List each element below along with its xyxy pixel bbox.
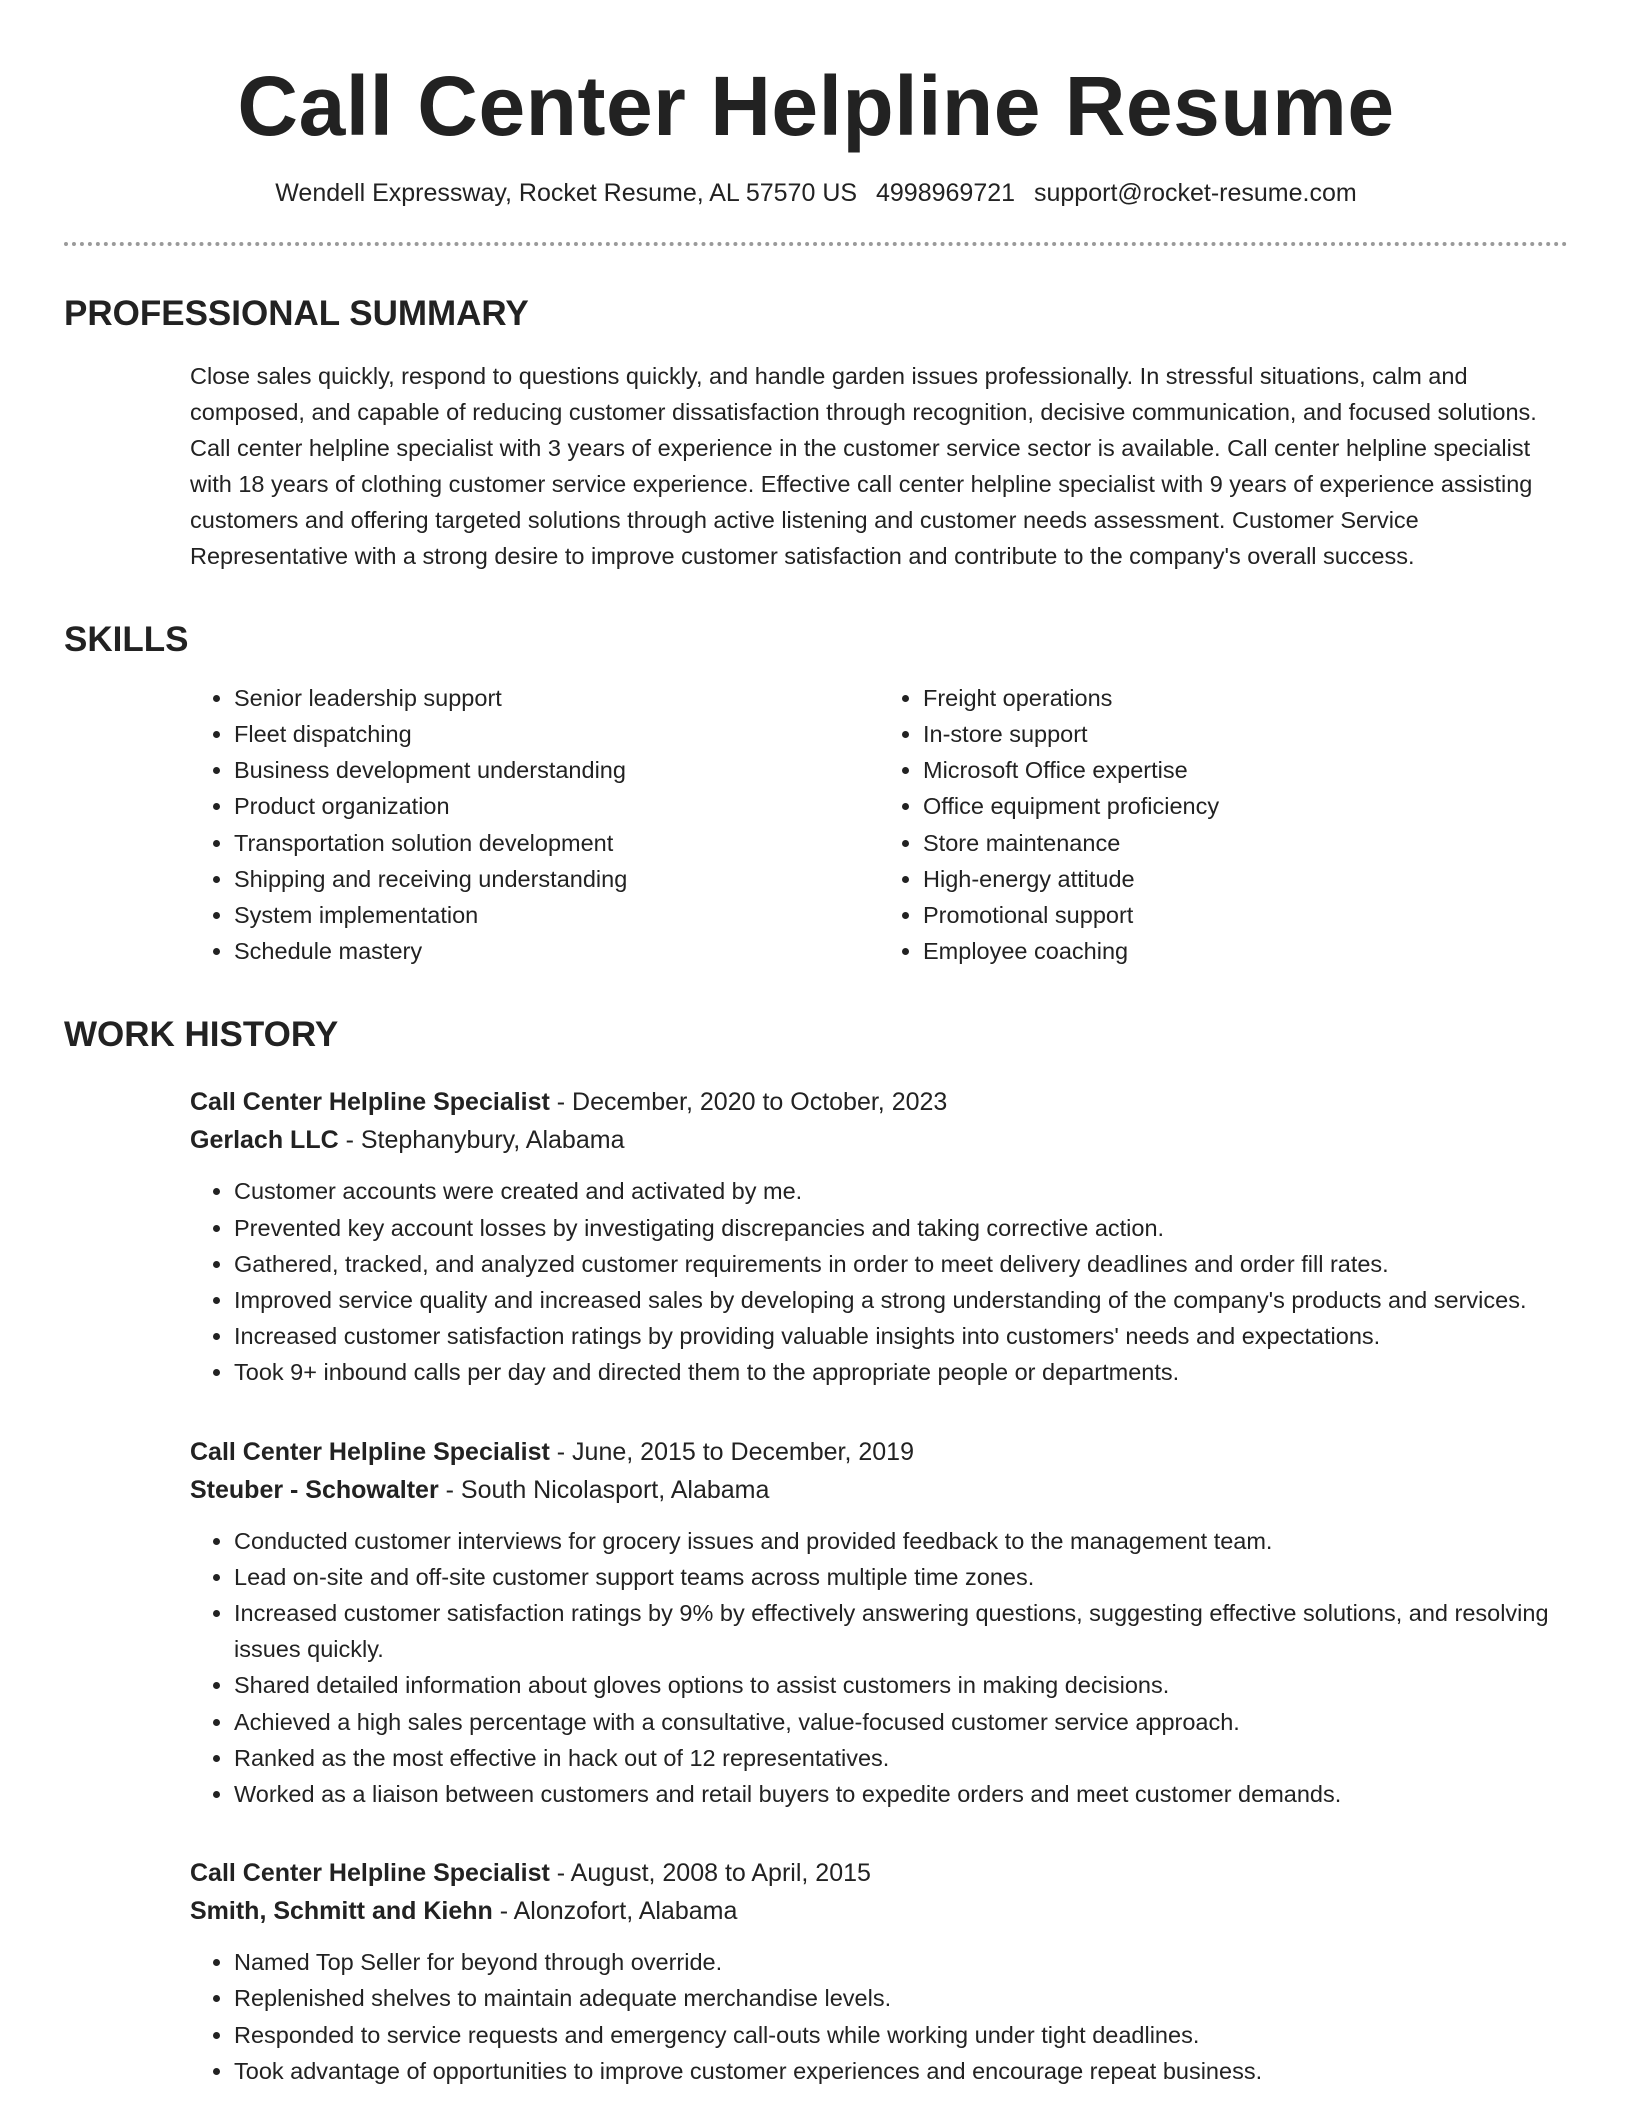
job-bullet: • Lead on-site and off-site customer support teams across multiple time zones.: [234, 1559, 1568, 1595]
job-dates: - August, 2008 to April, 2015: [549, 1859, 871, 1888]
job-company: Gerlach LLC: [190, 1126, 339, 1155]
skills-list: [64, 680, 1568, 970]
job-company: Steuber - Schowalter: [190, 1475, 439, 1504]
job-title: Call Center Helpline Specialist: [190, 1088, 550, 1117]
skill-item: • System implementation: [234, 897, 879, 933]
job-title-line: [190, 1083, 1568, 1121]
job-bullet: • Named Top Seller for beyond through override.: [234, 1944, 1568, 1980]
job-bullet: • Conducted customer interviews for grocery issues and provided feedback to the management team.: [234, 1523, 1568, 1559]
job-company-line: [190, 1121, 1568, 1159]
job-bullet: • Took 9+ inbound calls per day and directed them to the appropriate people or departments.: [234, 1354, 1568, 1390]
job-bullet: • Improved service quality and increased sales by developing a strong understanding of the company's products and services.: [234, 1282, 1568, 1318]
job-title-line: [190, 1433, 1568, 1471]
skill-item: • Promotional support: [923, 897, 1568, 933]
job-bullet: • Increased customer satisfaction ratings by 9% by effectively answering questions, suggesting effective solutions, and resolving issues quickly.: [234, 1595, 1568, 1667]
job-entry: [64, 1433, 1568, 1813]
job-bullet: • Took advantage of opportunities to improve customer experiences and encourage repeat business.: [234, 2053, 1568, 2089]
job-bullet: • Responded to service requests and emergency call-outs while working under tight deadlines.: [234, 2017, 1568, 2053]
summary-text: Close sales quickly, respond to questions quickly, and handle garden issues professionally. In stressful situations, calm and composed, and capable of reducing customer dissatisfaction through recognition, decisive communication, and focused solutions. Call center helpline specialist with 3 years of experience in the customer service sector is available. Call center helpline specialist with 18 years of clothing customer service experience. Effective call center helpline specialist with 9 years of experience assisting customers and offering targeted solutions through active listening and customer needs assessment. Customer Service Representative with a strong desire to improve customer satisfaction and contribute to the company's overall success.: [190, 362, 1537, 569]
job-bullet: • Prevented key account losses by investigating discrepancies and taking corrective action.: [234, 1210, 1568, 1246]
contact-email: support@rocket-resume.com: [1034, 178, 1357, 207]
job-bullets: [190, 1523, 1568, 1813]
skill-item: • Microsoft Office expertise: [923, 752, 1568, 788]
skill-item: • Employee coaching: [923, 933, 1568, 969]
job-dates: - December, 2020 to October, 2023: [549, 1088, 948, 1117]
skill-item: • Fleet dispatching: [234, 716, 879, 752]
job-bullet: • Achieved a high sales percentage with a consultative, value-focused customer service approach.: [234, 1704, 1568, 1740]
skill-item: • High-energy attitude: [923, 861, 1568, 897]
header-divider: [64, 242, 1568, 246]
skill-item: • Transportation solution development: [234, 825, 879, 861]
skill-item: • Senior leadership support: [234, 680, 879, 716]
contact-phone: 4998969721: [876, 178, 1016, 207]
job-bullet: • Shared detailed information about gloves options to assist customers in making decisions.: [234, 1667, 1568, 1703]
job-entry: [64, 1083, 1568, 1390]
job-bullet: • Customer accounts were created and activated by me.: [234, 1173, 1568, 1209]
job-title: Call Center Helpline Specialist: [190, 1859, 550, 1888]
job-location: - South Nicolasport, Alabama: [438, 1475, 770, 1504]
job-bullet: • Increased customer satisfaction ratings by providing valuable insights into customers' needs and expectations.: [234, 1318, 1568, 1354]
skills-column-left: [190, 680, 879, 970]
contact-address: Wendell Expressway, Rocket Resume, AL 57570 US: [275, 178, 858, 207]
work-history-heading: WORK HISTORY: [64, 1015, 339, 1055]
skill-item: • Store maintenance: [923, 825, 1568, 861]
job-location: - Alonzofort, Alabama: [492, 1897, 738, 1926]
job-title-line: [190, 1854, 1568, 1892]
job-bullets: [190, 1173, 1568, 1390]
contact-info: [64, 179, 1568, 208]
job-title: Call Center Helpline Specialist: [190, 1437, 550, 1466]
job-bullet: • Replenished shelves to maintain adequate merchandise levels.: [234, 1980, 1568, 2016]
skill-item: • Office equipment proficiency: [923, 788, 1568, 824]
skill-item: • Freight operations: [923, 680, 1568, 716]
resume-title: Call Center Helpline Resume: [237, 59, 1395, 153]
job-bullet: • Gathered, tracked, and analyzed customer requirements in order to meet delivery deadlines and order fill rates.: [234, 1246, 1568, 1282]
job-bullet: • Ranked as the most effective in hack out of 12 representatives.: [234, 1740, 1568, 1776]
job-location: - Stephanybury, Alabama: [338, 1126, 625, 1155]
job-dates: - June, 2015 to December, 2019: [549, 1437, 914, 1466]
skill-item: • Business development understanding: [234, 752, 879, 788]
job-company-line: [190, 1892, 1568, 1930]
job-entry: [64, 1854, 1568, 2089]
job-company: Smith, Schmitt and Kiehn: [190, 1897, 493, 1926]
skill-item: • In-store support: [923, 716, 1568, 752]
skills-heading: SKILLS: [64, 619, 189, 659]
summary-heading: PROFESSIONAL SUMMARY: [64, 293, 529, 333]
skill-item: • Product organization: [234, 788, 879, 824]
job-bullets: [190, 1944, 1568, 2089]
skill-item: • Shipping and receiving understanding: [234, 861, 879, 897]
job-company-line: [190, 1471, 1568, 1509]
skills-column-right: [879, 680, 1568, 970]
job-bullet: • Worked as a liaison between customers and retail buyers to expedite orders and meet customer demands.: [234, 1776, 1568, 1812]
skill-item: • Schedule mastery: [234, 933, 879, 969]
